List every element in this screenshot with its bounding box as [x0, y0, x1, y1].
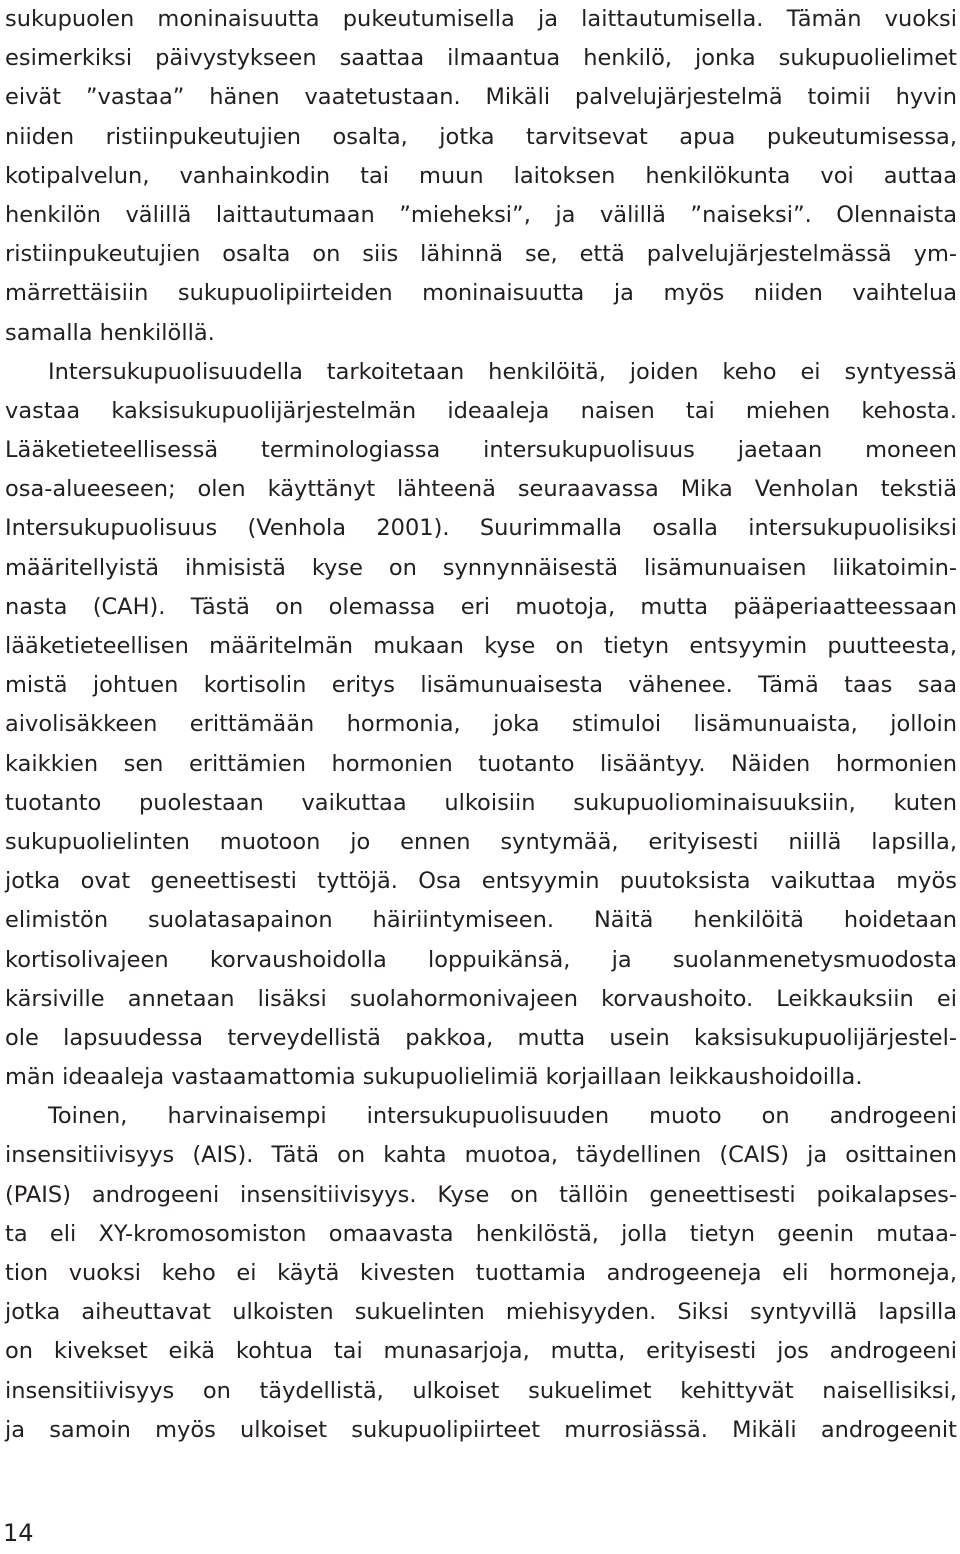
text-line: sukupuolen moninaisuutta pukeutumisella ja laittautumisella. Tämän vuoksi: [5, 6, 957, 32]
page-number: 14: [3, 1519, 34, 1547]
text-line: Intersukupuolisuudella tarkoitetaan henkilöitä, joiden keho ei syntyessä: [48, 358, 957, 385]
text-line: ta eli XY-kromosomiston omaavasta henkilöstä, jolla tietyn geenin mutaa-: [5, 1220, 957, 1247]
text-line: ristiinpukeutujien osalta on siis lähinnä se, että palvelujärjestelmässä ym-: [5, 241, 957, 268]
text-line: män ideaaleja vastaamattomia sukupuolielimiä korjaillaan leikkaushoidoilla.: [5, 1064, 863, 1091]
paragraph: [5, 1097, 957, 1450]
body-text: [5, 0, 957, 1450]
text-line: kaikkien sen erittämien hormonien tuotanto lisääntyy. Näiden hormonien: [5, 750, 957, 777]
text-line: elimistön suolatasapainon häiriintymiseen. Näitä henkilöitä hoidetaan: [5, 907, 957, 934]
text-line: henkilön välillä laittautumaan ”mieheksi”, ja välillä ”naiseksi”. Olennaista: [5, 201, 957, 228]
text-line: ole lapsuudessa terveydellistä pakkoa, mutta usein kaksisukupuolijärjestel-: [5, 1024, 957, 1051]
paragraph: [5, 353, 957, 1098]
text-line: eivät ”vastaa” hänen vaatetustaan. Mikäli palvelujärjestelmä toimii hyvin: [5, 84, 957, 111]
text-line: kortisolivajeen korvaushoidolla loppuikänsä, ja suolanmenetysmuodosta: [5, 946, 957, 973]
text-line: vastaa kaksisukupuolijärjestelmän ideaaleja naisen tai miehen kehosta.: [5, 397, 957, 424]
text-line: on kivekset eikä kohtua tai munasarjoja, mutta, erityisesti jos androgeeni: [5, 1338, 957, 1365]
text-line: jotka aiheuttavat ulkoisten sukuelinten miehisyyden. Siksi syntyvillä lapsilla: [5, 1299, 957, 1326]
text-line: lääketieteellisen määritelmän mukaan kyse on tietyn entsyymin puutteesta,: [5, 633, 957, 659]
text-line: aivolisäkkeen erittämään hormonia, joka stimuloi lisämunuaista, jolloin: [5, 711, 957, 738]
text-line: ja samoin myös ulkoiset sukupuolipiirteet murrosiässä. Mikäli androgeenit: [5, 1416, 957, 1443]
text-line: samalla henkilöllä.: [5, 319, 215, 346]
text-line: tion vuoksi keho ei käytä kivesten tuottamia androgeeneja eli hormoneja,: [5, 1260, 957, 1286]
text-line: Toinen, harvinaisempi intersukupuolisuuden muoto on androgeeni: [48, 1103, 957, 1130]
document-page: [5, 0, 957, 1450]
text-line: insensitiivisyys on täydellistä, ulkoiset sukuelimet kehittyvät naisellisiksi,: [5, 1377, 957, 1404]
text-line: kärsiville annetaan lisäksi suolahormonivajeen korvaushoito. Leikkauksiin ei: [5, 985, 957, 1012]
text-line: (PAIS) androgeeni insensitiivisyys. Kyse on tällöin geneettisesti poikalapses-: [5, 1181, 957, 1208]
text-line: esimerkiksi päivystykseen saattaa ilmaantua henkilö, jonka sukupuolielimet: [5, 45, 957, 72]
paragraph: [5, 0, 957, 353]
text-line: määritellyistä ihmisistä kyse on synnynnäisestä lisämunuaisen liikatoimin-: [5, 554, 957, 581]
text-line: mistä johtuen kortisolin eritys lisämunuaisesta vähenee. Tämä taas saa: [5, 672, 957, 699]
text-line: Lääketieteellisessä terminologiassa intersukupuolisuus jaetaan moneen: [5, 437, 957, 464]
text-line: Intersukupuolisuus (Venhola 2001). Suurimmalla osalla intersukupuolisiksi: [5, 515, 957, 542]
text-line: nasta (CAH). Tästä on olemassa eri muotoja, mutta pääperiaatteessaan: [5, 593, 957, 620]
text-line: niiden ristiinpukeutujien osalta, jotka tarvitsevat apua pukeutumisessa,: [5, 123, 957, 150]
text-line: sukupuolielinten muotoon jo ennen syntymää, erityisesti niillä lapsilla,: [5, 828, 957, 855]
text-line: tuotanto puolestaan vaikuttaa ulkoisiin sukupuoliominaisuuksiin, kuten: [5, 789, 957, 816]
text-line: jotka ovat geneettisesti tyttöjä. Osa entsyymin puutoksista vaikuttaa myös: [5, 868, 957, 895]
text-line: kotipalvelun, vanhainkodin tai muun laitoksen henkilökunta voi auttaa: [5, 162, 957, 189]
text-line: insensitiivisyys (AIS). Tätä on kahta muotoa, täydellinen (CAIS) ja osittainen: [5, 1142, 957, 1169]
text-line: osa-alueeseen; olen käyttänyt lähteenä seuraavassa Mika Venholan tekstiä: [5, 476, 957, 503]
text-line: märrettäisiin sukupuolipiirteiden moninaisuutta ja myös niiden vaihtelua: [5, 280, 957, 307]
